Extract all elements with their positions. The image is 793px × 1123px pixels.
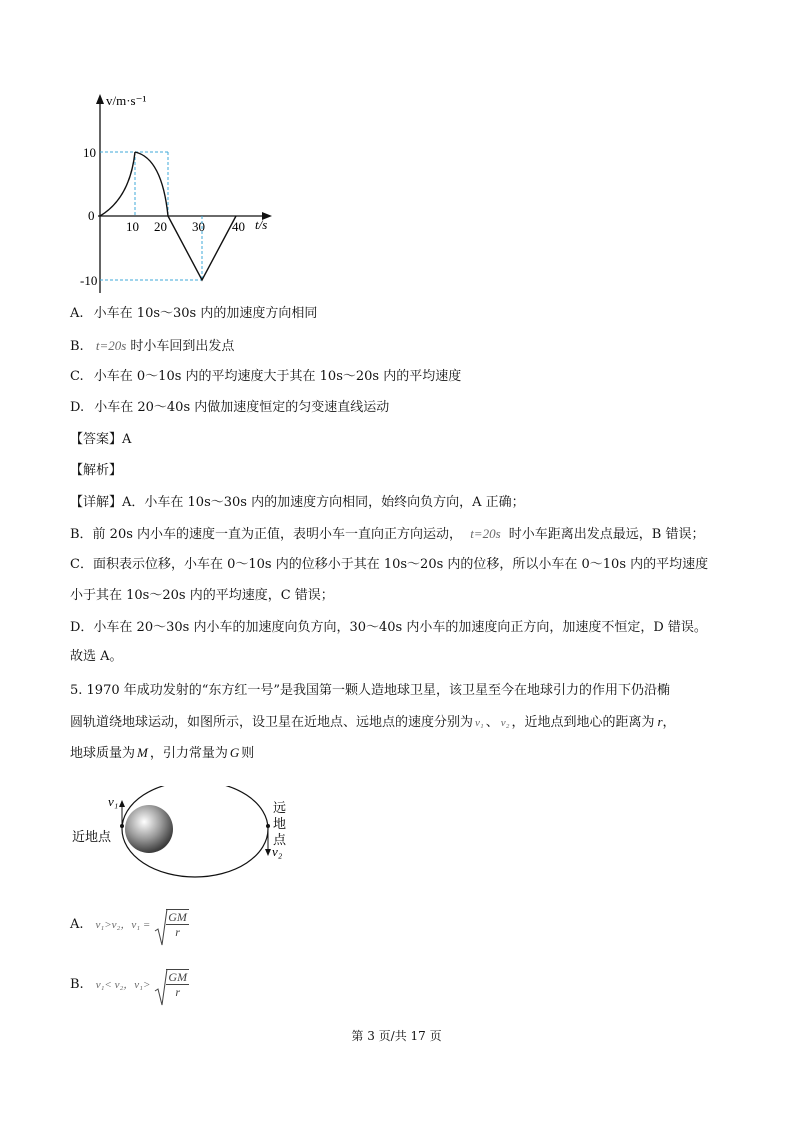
q5-text: ，引力常量为 [149, 746, 228, 761]
x-axis-label: t/s [255, 217, 268, 232]
q5-text: ，近地点到地心的距离为 [511, 715, 655, 730]
fraction-numerator: GM [168, 970, 188, 984]
option-letter: D. [70, 400, 85, 415]
q5-line3 [70, 744, 254, 763]
fraction-numerator: GM [168, 910, 187, 924]
q5-text: 地球质量为 [70, 746, 136, 761]
option-text: 小车在 0～10s 内的平均速度大于其在 10s～20s 内的平均速度 [93, 369, 462, 384]
analysis-line-d: D．小车在 20～30s 内小车的加速度向负方向，30～40s 内小车的加速度向正方向，加速度不恒定，D 错误。 [70, 620, 707, 635]
v1-label: v₁ [108, 794, 119, 809]
x-tick-label: 20 [154, 219, 167, 234]
q5-text: 圆轨道绕地球运动，如图所示，设卫星在近地点、远地点的速度分别为 [70, 715, 474, 730]
y-tick-label: 0 [88, 208, 95, 223]
analysis-line-a: 【详解】A．小车在 10s～30s 内的加速度方向相同，始终向负方向，A 正确； [70, 495, 525, 510]
q5-M: M [137, 745, 148, 760]
analysis-line-c2: 小于其在 10s～20s 内的平均速度，C 错误； [70, 588, 334, 603]
option-d [70, 399, 389, 417]
y-axis-label: v/m·s⁻¹ [106, 93, 147, 108]
orbit-diagram [68, 786, 300, 886]
q5-G: G [229, 745, 240, 760]
option-b [70, 337, 234, 356]
q5-v1: v₁ [475, 717, 484, 729]
option-relation: v₁< v₂，v₁> [95, 979, 151, 991]
analysis-b-math: t=20s [470, 526, 501, 541]
sqrt-expression [154, 909, 189, 939]
q5-text: 则 [241, 746, 255, 761]
option-relation: v₁>v₂，v₁ = [95, 919, 151, 931]
x-tick-label: 40 [232, 219, 245, 234]
option-letter: A. [70, 916, 84, 932]
q5-line2 [70, 713, 676, 732]
analysis-label: 【解析】 [70, 463, 123, 478]
option-letter: C. [70, 369, 84, 384]
option-letter: A. [70, 306, 84, 321]
analysis-line-c1: C．面积表示位移，小车在 0～10s 内的位移小于其在 10s～20s 内的位移，所以小车在 0～10s 内的平均速度 [70, 557, 709, 572]
perigee-label: 近地点 [72, 829, 112, 844]
x-tick-label: 10 [126, 219, 139, 234]
fraction-denominator: r [175, 925, 180, 939]
earth-icon [125, 805, 173, 853]
apogee-label-char: 地 [273, 816, 287, 831]
analysis-conclusion: 故选 A。 [70, 649, 123, 664]
option-a [70, 305, 317, 323]
option-math: t=20s [95, 338, 127, 353]
q5-line1: 5. 1970 年成功发射的“东方红一号”是我国第一颗人造地球卫星，该卫星至今在地球引力的作用下仍沿椭 [70, 683, 671, 698]
option-letter: B. [70, 339, 84, 354]
option-letter: B. [70, 976, 84, 992]
q5-text: ， [662, 715, 676, 730]
q5-option-b [70, 964, 189, 1004]
fraction [166, 909, 189, 939]
fraction-denominator: r [175, 985, 181, 999]
v1-arrowhead [119, 800, 125, 807]
fraction [166, 969, 189, 999]
q5-r: r [657, 714, 663, 729]
option-text: 小车在 20～40s 内做加速度恒定的匀变速直线运动 [94, 400, 390, 415]
answer-label: 【答案】A [70, 432, 132, 447]
apogee-label-char: 点 [273, 832, 287, 847]
analysis-b-text2: 时小车距离出发点最远，B 错误； [508, 527, 705, 542]
apogee-label-char: 远 [273, 800, 287, 815]
x-tick-label: 30 [192, 219, 205, 234]
y-axis-arrow [96, 94, 104, 104]
velocity-time-graph [80, 88, 290, 298]
curve-segment-rise [100, 152, 135, 216]
option-c [70, 368, 461, 386]
option-text: 时小车回到出发点 [130, 339, 235, 354]
analysis-line-b [70, 525, 704, 544]
option-text: 小车在 10s～30s 内的加速度方向相同 [93, 306, 318, 321]
q5-v2: v₂ [500, 717, 510, 729]
page-footer: 第 3 页/共 17 页 [351, 1029, 442, 1043]
y-tick-label: 10 [83, 145, 96, 160]
y-tick-label: -10 [80, 273, 98, 288]
v2-arrowhead [265, 849, 271, 856]
apogee-dot [266, 824, 270, 828]
v2-label: v₂ [272, 844, 283, 859]
q5-sep: 、 [485, 715, 499, 730]
perigee-dot [120, 824, 124, 828]
analysis-b-text: B．前 20s 内小车的速度一直为正值，表明小车一直向正方向运动， [70, 527, 463, 542]
q5-option-a [70, 904, 189, 944]
curve-segment-fall [135, 152, 168, 216]
sqrt-expression [154, 969, 189, 999]
